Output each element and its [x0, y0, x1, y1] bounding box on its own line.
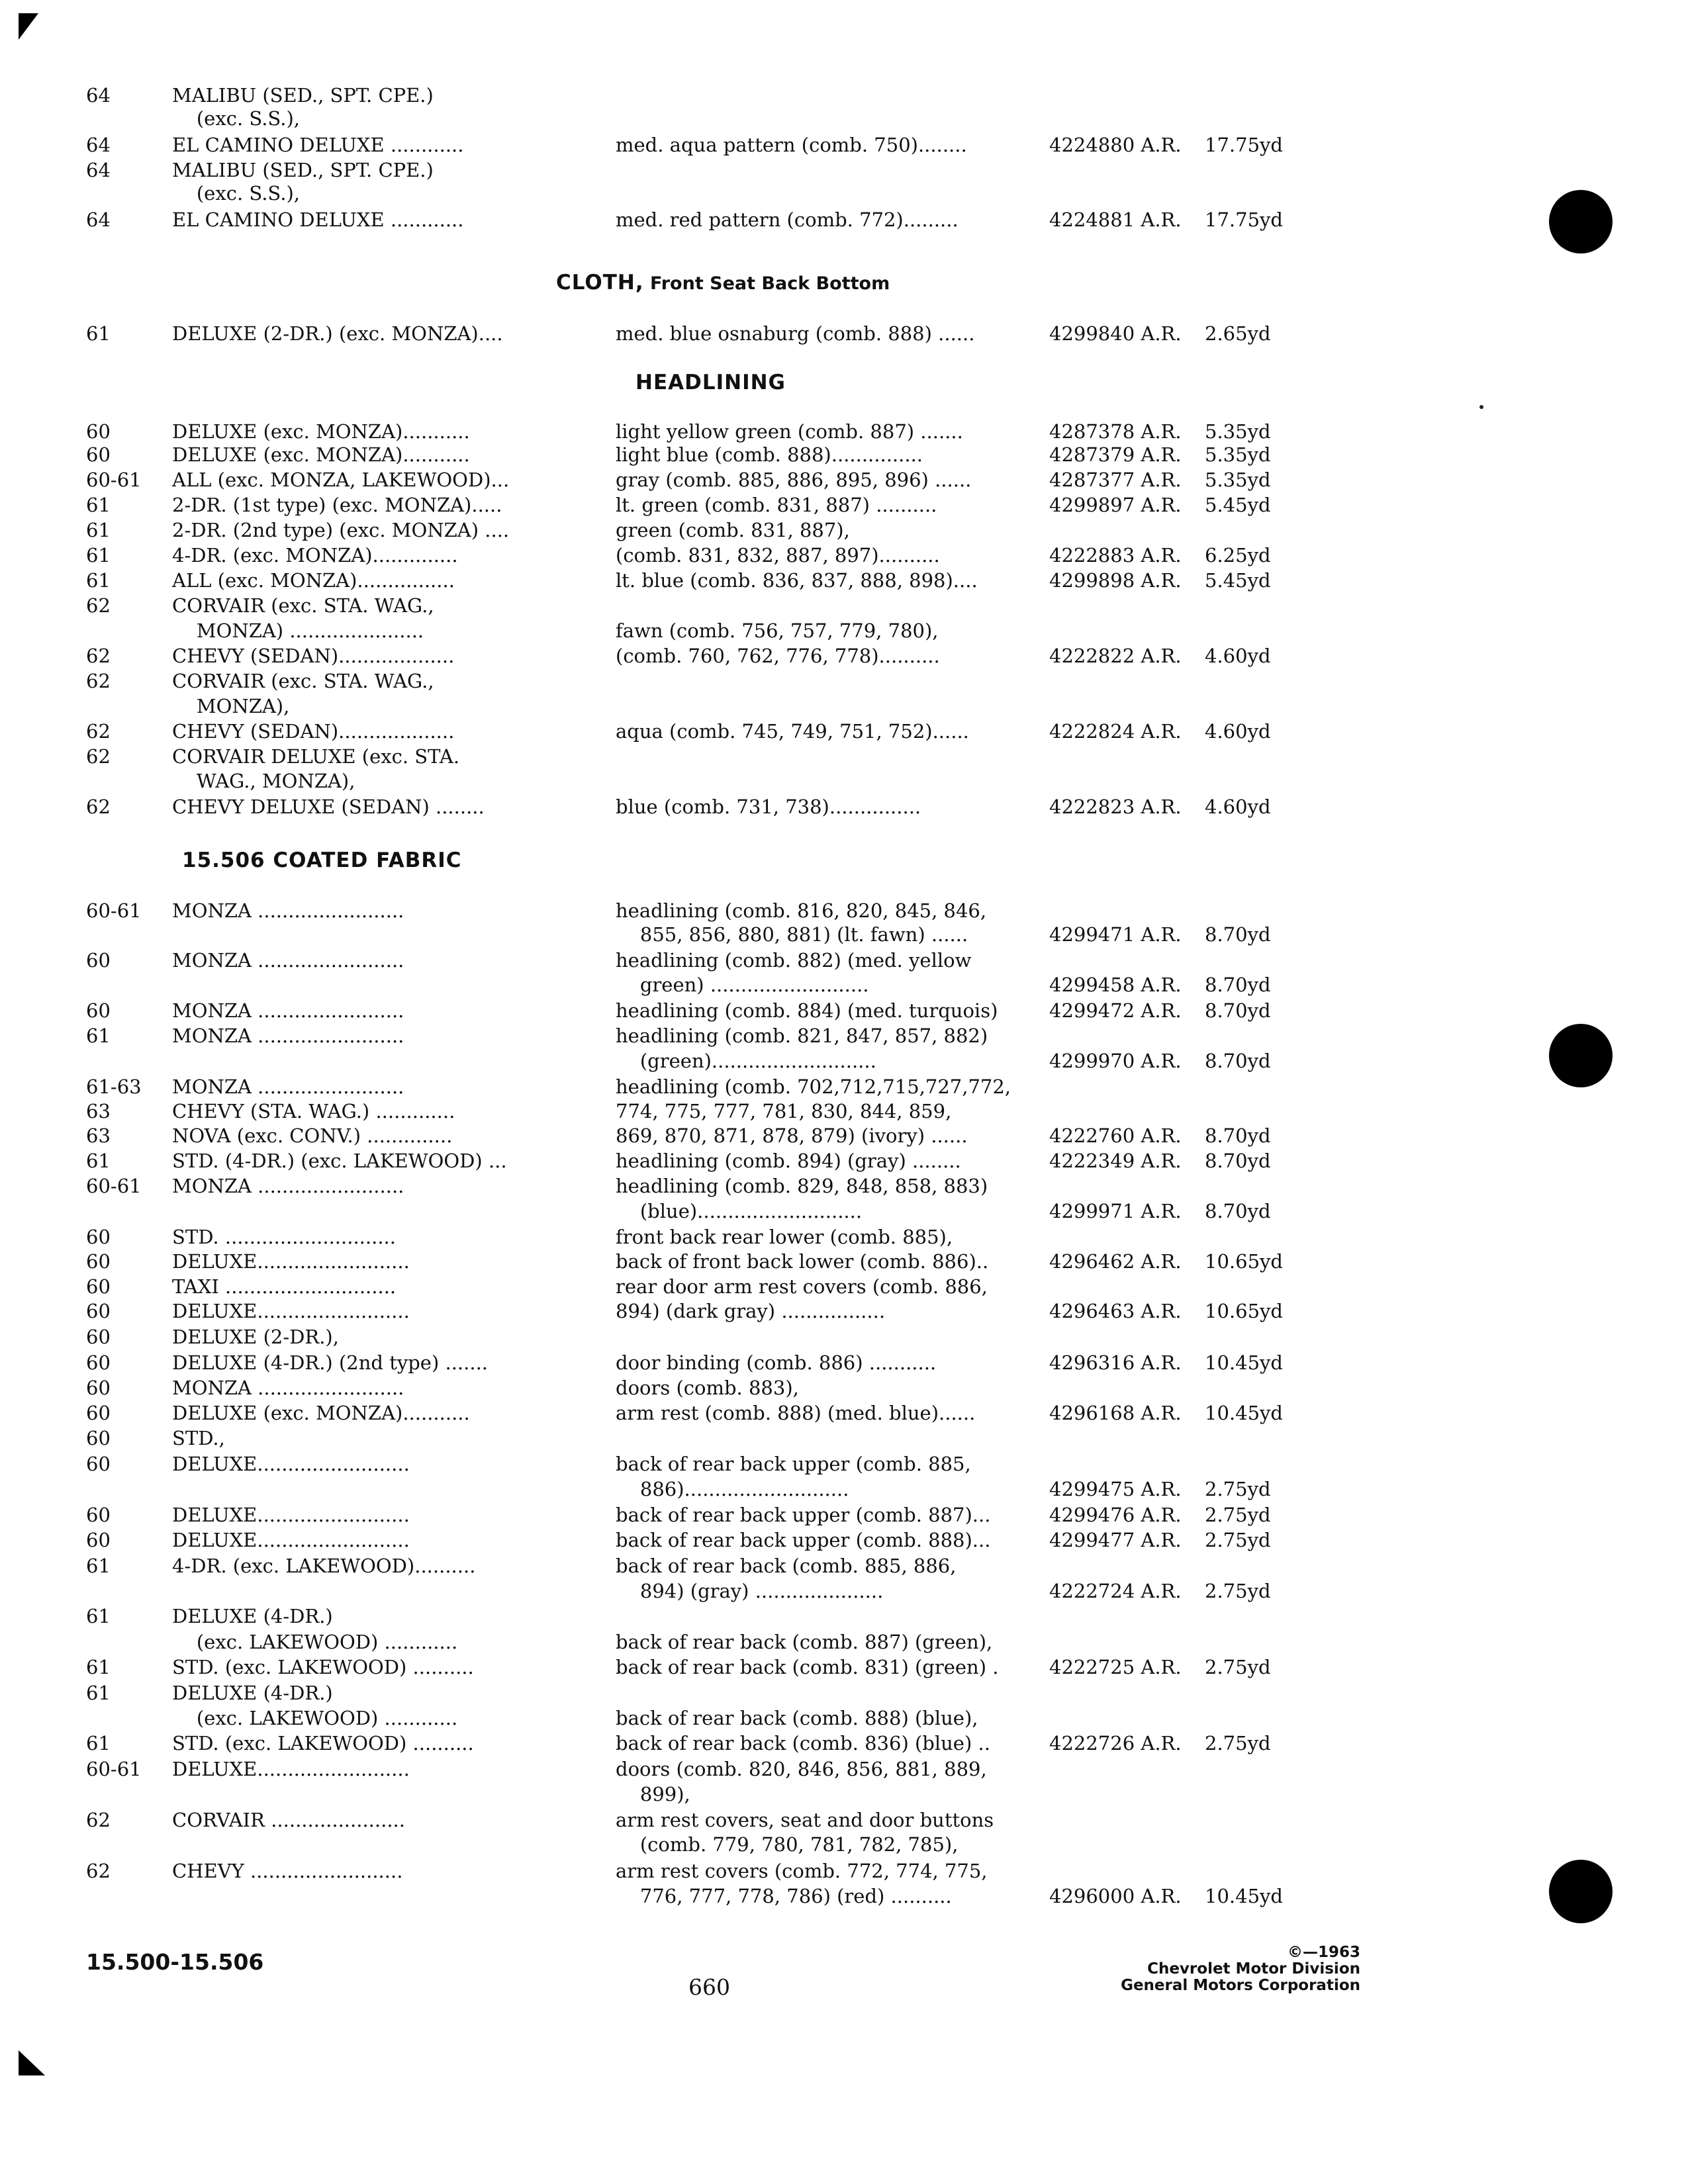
- row-model: CHEVY (SEDAN)...................: [172, 720, 455, 743]
- row-model: STD.,: [172, 1427, 225, 1449]
- section-heading-title: CLOTH,: [556, 271, 644, 295]
- parts-row: [0, 1477, 1688, 1502]
- row-model: MONZA ........................: [172, 949, 404, 972]
- row-model: DELUXE.........................: [172, 1758, 410, 1780]
- row-year: 62: [86, 670, 111, 692]
- parts-row: [0, 1706, 1688, 1731]
- row-part-number: 4296000 A.R.: [1049, 1885, 1182, 1907]
- row-description: back of rear back (comb. 888) (blue),: [616, 1707, 978, 1729]
- parts-row: [0, 518, 1688, 543]
- row-quantity: 8.70yd: [1205, 923, 1271, 946]
- parts-row: [0, 1199, 1688, 1224]
- publisher-block: [1121, 1944, 1360, 1994]
- parts-row: [0, 922, 1688, 947]
- row-description: lt. blue (comb. 836, 837, 888, 898)....: [616, 569, 978, 592]
- parts-row: [0, 1655, 1688, 1680]
- row-part-number: 4299897 A.R.: [1049, 494, 1182, 516]
- row-description: aqua (comb. 745, 749, 751, 752)......: [616, 720, 969, 743]
- parts-row: [0, 1756, 1688, 1782]
- row-model: CHEVY (STA. WAG.) .............: [172, 1100, 455, 1122]
- row-model: EL CAMINO DELUXE ............: [172, 134, 464, 156]
- parts-row: [0, 83, 1688, 108]
- row-year: 61: [86, 1682, 111, 1704]
- parts-row: [0, 1680, 1688, 1706]
- row-year: 61: [86, 1150, 111, 1172]
- row-year: 61: [86, 1555, 111, 1577]
- row-quantity: 2.75yd: [1205, 1656, 1271, 1678]
- row-quantity: 4.60yd: [1205, 720, 1271, 743]
- row-quantity: 4.60yd: [1205, 645, 1271, 667]
- parts-row: [0, 1350, 1688, 1375]
- row-year: 60: [86, 1351, 111, 1374]
- row-model: 2-DR. (2nd type) (exc. MONZA) ....: [172, 519, 510, 541]
- row-year: 62: [86, 745, 111, 768]
- row-quantity: 5.35yd: [1205, 469, 1271, 491]
- row-part-number: 4287378 A.R.: [1049, 420, 1182, 443]
- row-description: headlining (comb. 829, 848, 858, 883): [616, 1175, 988, 1197]
- row-model: MALIBU (SED., SPT. CPE.): [172, 84, 434, 107]
- row-description: doors (comb. 883),: [616, 1377, 799, 1399]
- row-quantity: 10.45yd: [1205, 1351, 1283, 1374]
- row-year: 60: [86, 999, 111, 1022]
- row-year: 61: [86, 569, 111, 592]
- row-part-number: 4299898 A.R.: [1049, 569, 1182, 592]
- row-model: ALL (exc. MONZA)................: [172, 569, 455, 592]
- row-year: 60: [86, 1377, 111, 1399]
- row-description: 869, 870, 871, 878, 879) (ivory) ......: [616, 1124, 968, 1147]
- row-description: door binding (comb. 886) ...........: [616, 1351, 937, 1374]
- row-description: (green)...........................: [616, 1050, 876, 1072]
- row-description: 776, 777, 778, 786) (red) ..........: [616, 1885, 952, 1907]
- row-description: 894) (gray) .....................: [616, 1580, 884, 1602]
- row-quantity: 5.35yd: [1205, 420, 1271, 443]
- row-model: STD. ............................: [172, 1226, 396, 1248]
- row-description: med. red pattern (comb. 772).........: [616, 208, 959, 231]
- parts-row: [0, 593, 1688, 618]
- row-model: 4-DR. (exc. MONZA)..............: [172, 544, 458, 567]
- parts-row: [0, 1099, 1688, 1124]
- row-description: arm rest covers, seat and door buttons: [616, 1809, 994, 1831]
- row-model: CORVAIR (exc. STA. WAG.,: [172, 670, 434, 692]
- row-model: EL CAMINO DELUXE ............: [172, 208, 464, 231]
- row-year: 60: [86, 1402, 111, 1424]
- copyright-line: ©—1963: [1287, 1944, 1360, 1961]
- parts-row: [0, 618, 1688, 643]
- row-part-number: 4222349 A.R.: [1049, 1150, 1182, 1172]
- parts-row: [0, 794, 1688, 819]
- row-quantity: 8.70yd: [1205, 974, 1271, 996]
- row-part-number: 4222760 A.R.: [1049, 1124, 1182, 1147]
- row-description: rear door arm rest covers (comb. 886,: [616, 1275, 988, 1298]
- parts-row: [0, 1400, 1688, 1426]
- parts-row: [0, 1249, 1688, 1274]
- row-year: 60-61: [86, 1758, 142, 1780]
- row-year: 64: [86, 84, 111, 107]
- row-year: 62: [86, 1809, 111, 1831]
- row-description: fawn (comb. 756, 757, 779, 780),: [616, 619, 939, 642]
- row-year: 60-61: [86, 469, 142, 491]
- section-heading: [635, 369, 786, 396]
- row-model: CORVAIR (exc. STA. WAG.,: [172, 594, 434, 617]
- parts-row: [0, 1224, 1688, 1250]
- row-part-number: 4222823 A.R.: [1049, 796, 1182, 818]
- row-part-number: 4296462 A.R.: [1049, 1250, 1182, 1273]
- row-description: back of rear back (comb. 887) (green),: [616, 1631, 993, 1653]
- row-part-number: 4222726 A.R.: [1049, 1732, 1182, 1754]
- row-description: back of rear back upper (comb. 887)...: [616, 1504, 991, 1526]
- row-description: green (comb. 831, 887),: [616, 519, 850, 541]
- parts-row: [0, 207, 1688, 232]
- row-description: med. aqua pattern (comb. 750)........: [616, 134, 967, 156]
- row-year: 61: [86, 1605, 111, 1627]
- row-description: doors (comb. 820, 846, 856, 881, 889,: [616, 1758, 987, 1780]
- row-quantity: 8.70yd: [1205, 999, 1271, 1022]
- row-description: 899),: [616, 1783, 690, 1805]
- row-quantity: 5.45yd: [1205, 569, 1271, 592]
- row-description: front back rear lower (comb. 885),: [616, 1226, 953, 1248]
- parts-row: [0, 1527, 1688, 1553]
- row-description: headlining (comb. 702,712,715,727,772,: [616, 1075, 1011, 1098]
- row-part-number: 4224880 A.R.: [1049, 134, 1182, 156]
- row-quantity: 2.75yd: [1205, 1478, 1271, 1500]
- row-description: (blue)...........................: [616, 1200, 863, 1222]
- row-description: back of rear back upper (comb. 885,: [616, 1453, 971, 1475]
- row-description: back of front back lower (comb. 886)..: [616, 1250, 989, 1273]
- row-quantity: 8.70yd: [1205, 1150, 1271, 1172]
- row-year: 61: [86, 322, 111, 345]
- row-description: blue (comb. 731, 738)...............: [616, 796, 921, 818]
- row-year: 60: [86, 1504, 111, 1526]
- row-description: 894) (dark gray) .................: [616, 1300, 886, 1322]
- row-quantity: 17.75yd: [1205, 208, 1283, 231]
- parts-row: [0, 568, 1688, 593]
- row-year: 61: [86, 1024, 111, 1047]
- row-year: 60: [86, 1427, 111, 1449]
- row-model: (exc. LAKEWOOD) ............: [172, 1631, 458, 1653]
- parts-row: [0, 1502, 1688, 1527]
- row-quantity: 5.35yd: [1205, 443, 1271, 466]
- parts-row: [0, 1731, 1688, 1756]
- row-model: MONZA ........................: [172, 1175, 404, 1197]
- section-heading: [556, 269, 890, 297]
- row-year: 60: [86, 1326, 111, 1348]
- row-quantity: 4.60yd: [1205, 796, 1271, 818]
- parts-row: [0, 768, 1688, 794]
- row-description: (comb. 831, 832, 887, 897)..........: [616, 544, 940, 567]
- parts-row: [0, 106, 1688, 131]
- row-part-number: 4299458 A.R.: [1049, 974, 1182, 996]
- parts-row: [0, 643, 1688, 668]
- row-model: CHEVY (SEDAN)...................: [172, 645, 455, 667]
- row-year: 60: [86, 1300, 111, 1322]
- parts-row: [0, 1173, 1688, 1199]
- parts-row: [0, 1629, 1688, 1655]
- division-line: Chevrolet Motor Division: [1147, 1960, 1360, 1978]
- section-heading-title: HEADLINING: [635, 371, 786, 394]
- row-description: light yellow green (comb. 887) .......: [616, 420, 963, 443]
- section-heading-subtitle: Front Seat Back Bottom: [643, 273, 890, 294]
- row-description: green) ..........................: [616, 974, 869, 996]
- parts-row: [0, 694, 1688, 719]
- row-quantity: 8.70yd: [1205, 1050, 1271, 1072]
- row-year: 60: [86, 1453, 111, 1475]
- row-description: arm rest covers (comb. 772, 774, 775,: [616, 1860, 988, 1882]
- row-description: med. blue osnaburg (comb. 888) ......: [616, 322, 975, 345]
- parts-row: [0, 181, 1688, 206]
- row-model: MONZA) ......................: [172, 619, 424, 642]
- row-year: 61: [86, 1656, 111, 1678]
- row-quantity: 2.75yd: [1205, 1504, 1271, 1526]
- row-description: lt. green (comb. 831, 887) ..........: [616, 494, 937, 516]
- row-year: 60: [86, 1250, 111, 1273]
- row-model: DELUXE.........................: [172, 1504, 410, 1526]
- row-year: 64: [86, 159, 111, 181]
- row-part-number: 4222725 A.R.: [1049, 1656, 1182, 1678]
- section-heading: [182, 847, 462, 874]
- row-quantity: 10.65yd: [1205, 1300, 1283, 1322]
- row-model: CORVAIR ......................: [172, 1809, 405, 1831]
- row-year: 60-61: [86, 1175, 142, 1197]
- row-quantity: 5.45yd: [1205, 494, 1271, 516]
- page-number: 660: [688, 1974, 730, 2000]
- row-year: 64: [86, 208, 111, 231]
- parts-row: [0, 1148, 1688, 1173]
- row-year: 60: [86, 949, 111, 972]
- row-model: 4-DR. (exc. LAKEWOOD)..........: [172, 1555, 476, 1577]
- parts-row: [0, 948, 1688, 973]
- parts-row: [0, 467, 1688, 492]
- row-model: DELUXE.........................: [172, 1250, 410, 1273]
- parts-row: [0, 442, 1688, 467]
- parts-row: [0, 1553, 1688, 1578]
- row-quantity: 8.70yd: [1205, 1200, 1271, 1222]
- row-description: 886)...........................: [616, 1478, 849, 1500]
- row-model: MALIBU (SED., SPT. CPE.): [172, 159, 434, 181]
- row-part-number: 4299475 A.R.: [1049, 1478, 1182, 1500]
- row-year: 61: [86, 1732, 111, 1754]
- row-quantity: 8.70yd: [1205, 1124, 1271, 1147]
- parts-row: [0, 1426, 1688, 1451]
- row-part-number: 4299970 A.R.: [1049, 1050, 1182, 1072]
- row-part-number: 4299476 A.R.: [1049, 1504, 1182, 1526]
- row-model: DELUXE (4-DR.) (2nd type) .......: [172, 1351, 489, 1374]
- row-model: MONZA ........................: [172, 1024, 404, 1047]
- corner-mark-bottom: [19, 2050, 45, 2075]
- row-quantity: 2.75yd: [1205, 1732, 1271, 1754]
- row-quantity: 2.75yd: [1205, 1529, 1271, 1551]
- row-model: DELUXE (exc. MONZA)...........: [172, 443, 470, 466]
- corner-mark-top: [19, 13, 38, 40]
- row-model: (exc. S.S.),: [172, 107, 301, 130]
- parts-row: [0, 1023, 1688, 1048]
- row-model: MONZA ........................: [172, 999, 404, 1022]
- row-part-number: 4222883 A.R.: [1049, 544, 1182, 567]
- section-heading-title: 15.506 COATED FABRIC: [182, 848, 462, 872]
- row-description: back of rear back upper (comb. 888)...: [616, 1529, 991, 1551]
- row-quantity: 2.75yd: [1205, 1580, 1271, 1602]
- row-part-number: 4299477 A.R.: [1049, 1529, 1182, 1551]
- row-description: headlining (comb. 816, 820, 845, 846,: [616, 899, 987, 922]
- row-model: MONZA ........................: [172, 899, 404, 922]
- row-year: 63: [86, 1124, 111, 1147]
- row-description: back of rear back (comb. 831) (green) .: [616, 1656, 999, 1678]
- row-description: headlining (comb. 882) (med. yellow: [616, 949, 972, 972]
- row-description: back of rear back (comb. 836) (blue) ..: [616, 1732, 990, 1754]
- parts-row: [0, 668, 1688, 694]
- row-description: 855, 856, 880, 881) (lt. fawn) ......: [616, 923, 968, 946]
- section-range: 15.500-15.506: [86, 1949, 264, 1975]
- parts-row: [0, 1048, 1688, 1073]
- row-model: CHEVY .........................: [172, 1860, 403, 1882]
- parts-row: [0, 1324, 1688, 1349]
- parts-row: [0, 719, 1688, 744]
- row-year: 62: [86, 1860, 111, 1882]
- parts-row: [0, 158, 1688, 183]
- row-part-number: 4299971 A.R.: [1049, 1200, 1182, 1222]
- row-model: DELUXE (4-DR.): [172, 1682, 333, 1704]
- row-part-number: 4299472 A.R.: [1049, 999, 1182, 1022]
- row-year: 60: [86, 1226, 111, 1248]
- row-description: (comb. 760, 762, 776, 778)..........: [616, 645, 940, 667]
- row-quantity: 17.75yd: [1205, 134, 1283, 156]
- row-model: DELUXE (exc. MONZA)...........: [172, 420, 470, 443]
- row-model: DELUXE.........................: [172, 1300, 410, 1322]
- row-part-number: 4224881 A.R.: [1049, 208, 1182, 231]
- row-model: MONZA ........................: [172, 1075, 404, 1098]
- row-part-number: 4296463 A.R.: [1049, 1300, 1182, 1322]
- parts-row: [0, 419, 1688, 444]
- row-part-number: 4287379 A.R.: [1049, 443, 1182, 466]
- row-model: DELUXE.........................: [172, 1453, 410, 1475]
- row-year: 62: [86, 720, 111, 743]
- parts-row: [0, 321, 1688, 346]
- row-description: (comb. 779, 780, 781, 782, 785),: [616, 1833, 959, 1856]
- parts-row: [0, 744, 1688, 769]
- row-description: headlining (comb. 884) (med. turquois): [616, 999, 998, 1022]
- row-year: 61: [86, 519, 111, 541]
- row-model: NOVA (exc. CONV.) ..............: [172, 1124, 453, 1147]
- parts-row: [0, 1832, 1688, 1857]
- parts-row: [0, 1123, 1688, 1148]
- row-year: 60: [86, 1529, 111, 1551]
- row-year: 61: [86, 544, 111, 567]
- parts-row: [0, 543, 1688, 568]
- row-quantity: 10.45yd: [1205, 1402, 1283, 1424]
- row-year: 61: [86, 494, 111, 516]
- parts-row: [0, 972, 1688, 997]
- row-model: TAXI ............................: [172, 1275, 397, 1298]
- row-year: 63: [86, 1100, 111, 1122]
- row-model: DELUXE.........................: [172, 1529, 410, 1551]
- row-model: ALL (exc. MONZA, LAKEWOOD)...: [172, 469, 510, 491]
- row-description: gray (comb. 885, 886, 895, 896) ......: [616, 469, 972, 491]
- row-year: 60-61: [86, 899, 142, 922]
- parts-row: [0, 1298, 1688, 1324]
- row-model: CORVAIR DELUXE (exc. STA.: [172, 745, 460, 768]
- row-model: DELUXE (2-DR.) (exc. MONZA)....: [172, 322, 503, 345]
- row-year: 62: [86, 645, 111, 667]
- row-model: DELUXE (2-DR.),: [172, 1326, 339, 1348]
- row-model: (exc. S.S.),: [172, 182, 301, 205]
- row-model: MONZA ........................: [172, 1377, 404, 1399]
- row-part-number: 4296168 A.R.: [1049, 1402, 1182, 1424]
- row-description: back of rear back (comb. 885, 886,: [616, 1555, 957, 1577]
- parts-row: [0, 1884, 1688, 1909]
- row-year: 60: [86, 443, 111, 466]
- parts-row: [0, 1451, 1688, 1477]
- parts-row: [0, 132, 1688, 158]
- row-year: 62: [86, 796, 111, 818]
- row-description: light blue (comb. 888)...............: [616, 443, 923, 466]
- parts-row: [0, 492, 1688, 518]
- row-description: headlining (comb. 821, 847, 857, 882): [616, 1024, 988, 1047]
- row-model: DELUXE (exc. MONZA)...........: [172, 1402, 470, 1424]
- row-model: WAG., MONZA),: [172, 770, 355, 792]
- parts-row: [0, 898, 1688, 923]
- row-part-number: 4296316 A.R.: [1049, 1351, 1182, 1374]
- row-part-number: 4222724 A.R.: [1049, 1580, 1182, 1602]
- parts-row: [0, 1375, 1688, 1400]
- corporation-line: General Motors Corporation: [1121, 1977, 1360, 1994]
- parts-row: [0, 1274, 1688, 1299]
- row-quantity: 10.65yd: [1205, 1250, 1283, 1273]
- row-quantity: 2.65yd: [1205, 322, 1271, 345]
- parts-row: [0, 998, 1688, 1023]
- row-part-number: 4287377 A.R.: [1049, 469, 1182, 491]
- parts-row: [0, 1782, 1688, 1807]
- row-year: 60: [86, 1275, 111, 1298]
- row-part-number: 4299471 A.R.: [1049, 923, 1182, 946]
- row-year: 62: [86, 594, 111, 617]
- row-model: DELUXE (4-DR.): [172, 1605, 333, 1627]
- scan-speck: [1479, 405, 1483, 409]
- row-year: 61-63: [86, 1075, 142, 1098]
- row-model: STD. (4-DR.) (exc. LAKEWOOD) ...: [172, 1150, 507, 1172]
- row-model: CHEVY DELUXE (SEDAN) ........: [172, 796, 485, 818]
- parts-row: [0, 1858, 1688, 1884]
- row-model: 2-DR. (1st type) (exc. MONZA).....: [172, 494, 502, 516]
- row-quantity: 10.45yd: [1205, 1885, 1283, 1907]
- row-model: MONZA),: [172, 695, 290, 717]
- row-year: 60: [86, 420, 111, 443]
- row-description: 774, 775, 777, 781, 830, 844, 859,: [616, 1100, 952, 1122]
- parts-row: [0, 1807, 1688, 1833]
- row-part-number: 4299840 A.R.: [1049, 322, 1182, 345]
- row-description: headlining (comb. 894) (gray) ........: [616, 1150, 961, 1172]
- parts-row: [0, 1578, 1688, 1604]
- parts-row: [0, 1604, 1688, 1629]
- row-year: 64: [86, 134, 111, 156]
- row-description: arm rest (comb. 888) (med. blue)......: [616, 1402, 976, 1424]
- row-model: (exc. LAKEWOOD) ............: [172, 1707, 458, 1729]
- row-part-number: 4222822 A.R.: [1049, 645, 1182, 667]
- parts-row: [0, 1074, 1688, 1099]
- row-part-number: 4222824 A.R.: [1049, 720, 1182, 743]
- row-quantity: 6.25yd: [1205, 544, 1271, 567]
- row-model: STD. (exc. LAKEWOOD) ..........: [172, 1656, 474, 1678]
- row-model: STD. (exc. LAKEWOOD) ..........: [172, 1732, 474, 1754]
